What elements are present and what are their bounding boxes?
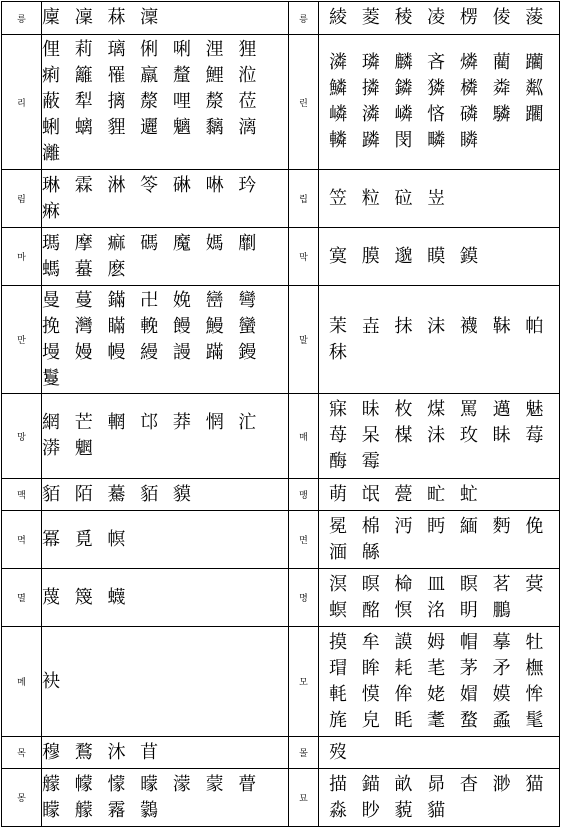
table-row	[2, 627, 560, 737]
reading-label: 몽	[2, 769, 42, 827]
hanja-list: 網 芒 輞 邙 莽 惘 汒 漭 魍	[42, 394, 289, 479]
table-row	[2, 394, 560, 479]
reading-label: 막	[289, 228, 319, 286]
table-row	[2, 479, 560, 511]
hanja-list: 廩 凜 菻 澟	[42, 2, 289, 35]
table-row	[2, 569, 560, 627]
reading-label: 만	[2, 286, 42, 394]
reading-label: 묘	[289, 769, 319, 827]
reading-label: 리	[2, 35, 42, 170]
hanja-list: 摸 牟 謨 姆 帽 摹 牡 瑁 眸 耗 芼 茅 矛 橅 軞 慔 侔 姥 媢 嫫 恈 旄 皃 眊 耄 蝥 蟊 髦	[319, 627, 560, 737]
reading-label: 목	[2, 737, 42, 769]
hanja-list: 茉 壵 抹 沫 襪 靺 帕 秣	[319, 286, 560, 394]
reading-label: 릉	[2, 2, 42, 35]
table-row	[2, 737, 560, 769]
table-row	[2, 511, 560, 569]
reading-label: 명	[289, 569, 319, 627]
hanja-list: 歿	[319, 737, 560, 769]
reading-label: 몰	[289, 737, 319, 769]
hanja-list: 寞 膜 邈 瞙 鏌	[319, 228, 560, 286]
reading-label: 맹	[289, 479, 319, 511]
reading-label: 립	[289, 170, 319, 228]
reading-label: 마	[2, 228, 42, 286]
table-row	[2, 228, 560, 286]
hanja-list: 描 錨 畝 昴 杳 渺 猫 淼 眇 藐 貓	[319, 769, 560, 827]
reading-label: 맥	[2, 479, 42, 511]
reading-label: 멱	[2, 511, 42, 569]
hanja-list: 蔑 篾 蠛	[42, 569, 289, 627]
hanja-list: 萌 氓 甍 甿 虻	[319, 479, 560, 511]
reading-label: 면	[289, 511, 319, 569]
hanja-list: 艨 幪 懞 曚 濛 蒙 瞢 矇 艨 霿 鸏	[42, 769, 289, 827]
table-row	[2, 769, 560, 827]
reading-label: 모	[289, 627, 319, 737]
hanja-list: 琳 霖 淋 笭 碄 啉 玪 痳	[42, 170, 289, 228]
table-row	[2, 170, 560, 228]
reading-label: 매	[289, 394, 319, 479]
hanja-list: 冪 覓 幎	[42, 511, 289, 569]
hanja-list: 穆 鶩 沐 苜	[42, 737, 289, 769]
reading-label: 망	[2, 394, 42, 479]
table-row	[2, 2, 560, 35]
hanja-list: 瑪 摩 痲 碼 魔 媽 劘 螞 蟇 麽	[42, 228, 289, 286]
reading-label: 림	[2, 170, 42, 228]
table-row	[2, 286, 560, 394]
reading-label: 말	[289, 286, 319, 394]
hanja-list: 寐 昧 枚 煤 罵 邁 魅 苺 呆 楳 沬 玫 眛 莓 酶 霉	[319, 394, 560, 479]
table-row	[2, 35, 560, 170]
hanja-list: 貊 陌 驀 貊 貘	[42, 479, 289, 511]
hanja-list: 笠 粒 砬 岦	[319, 170, 560, 228]
hanja-list: 溟 暝 椧 皿 瞑 茗 蓂 螟 酩 慏 洺 眀 鵬	[319, 569, 560, 627]
reading-label: 린	[289, 35, 319, 170]
hanja-list: 俚 莉 璃 俐 唎 浬 狸 痢 籬 罹 羸 釐 鯉 涖 蔽 犁 摛 漦 哩 漦 莅 蜊 螭 貍 邐 魑 黐 漓 灕	[42, 35, 289, 170]
reading-label: 메	[2, 627, 42, 737]
hanja-reading-table	[1, 1, 560, 827]
hanja-list: 袂	[42, 627, 289, 737]
reading-label: 릉	[289, 2, 319, 35]
hanja-list: 綾 菱 稜 凌 楞 倰 蔆	[319, 2, 560, 35]
reading-label: 멸	[2, 569, 42, 627]
hanja-list: 冕 棉 沔 眄 緬 麪 俛 湎 緜	[319, 511, 560, 569]
hanja-list: 潾 璘 麟 吝 燐 藺 躪 鱗 撛 鏻 獜 橉 粦 粼 嶙 潾 嶙 悋 磷 驎 躙 轔 蹸 閔 疄 瞵	[319, 35, 560, 170]
hanja-list: 曼 蔓 鏋 卍 娩 巒 彎 挽 灣 瞞 輓 饅 鰻 蠻 墁 嫚 幔 縵 謾 蹣 鏝 鬘	[42, 286, 289, 394]
